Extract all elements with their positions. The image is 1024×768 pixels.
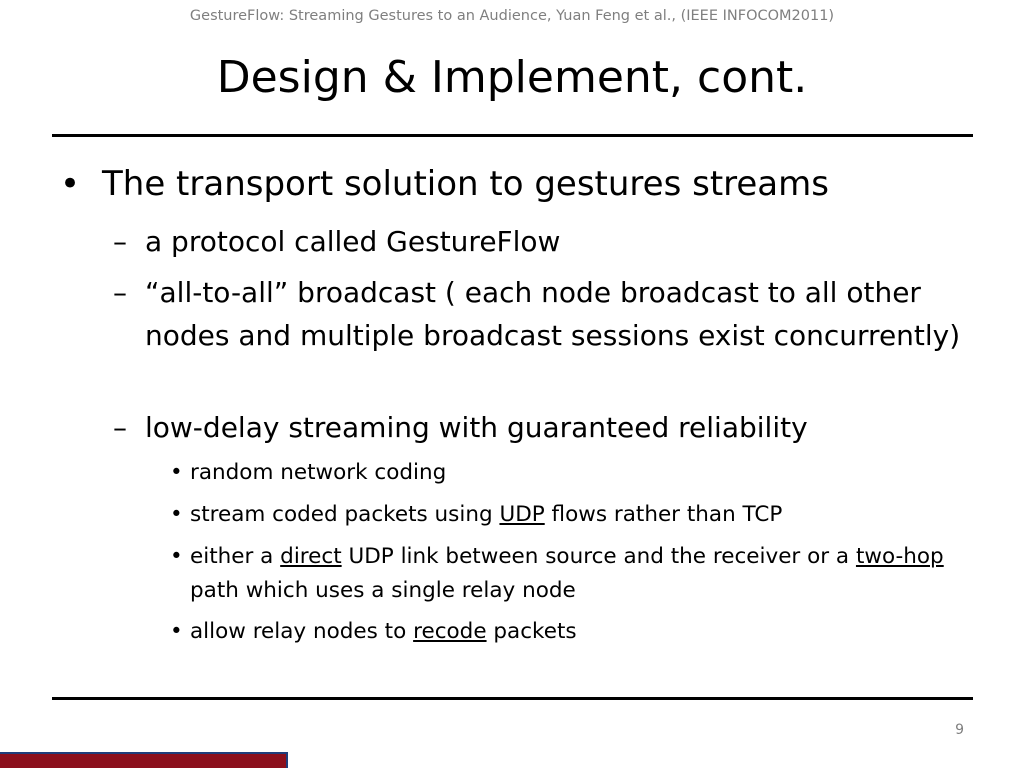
bullet-dot-icon: •	[170, 544, 183, 569]
sub-bullet-text: a protocol called GestureFlow	[145, 225, 561, 258]
recode-underlined-term: recode	[413, 619, 487, 644]
detail-text-segment: flows rather than TCP	[544, 502, 783, 527]
detail-text-segment: UDP link between source and the receiver or a	[341, 544, 856, 569]
bullet-dash-icon: –	[113, 411, 127, 444]
slide-title: Design & Implement, cont.	[216, 52, 808, 103]
detail-bullet-text	[190, 615, 970, 649]
bullet-dot-icon: •	[170, 502, 183, 527]
sub-bullet-3	[113, 406, 973, 449]
detail-text-segment: allow relay nodes to	[190, 619, 414, 644]
sub-bullet-text: low-delay streaming with guaranteed reliability	[145, 411, 808, 444]
bullet-dot-icon: •	[60, 164, 81, 204]
main-bullet-text: The transport solution to gestures streams	[102, 164, 829, 204]
sub-bullet-text: “all-to-all” broadcast ( each node broadcast to all other nodes and multiple broadcast sessions exist concurrently)	[145, 276, 961, 352]
detail-text-segment: either a	[190, 544, 281, 569]
top-divider	[52, 134, 973, 137]
bullet-dot-icon: •	[170, 619, 183, 644]
bullet-dash-icon: –	[113, 276, 127, 309]
header-citation: GestureFlow: Streaming Gestures to an Audience, Yuan Feng et al., (IEEE INFOCOM2011)	[189, 8, 835, 24]
footer-accent-bar	[0, 752, 288, 768]
detail-bullet-text	[190, 540, 970, 608]
page-number: 9	[955, 722, 964, 738]
bullet-dash-icon: –	[113, 225, 127, 258]
udp-underlined-term: UDP	[499, 502, 545, 527]
detail-bullet-text	[190, 498, 970, 532]
sub-bullet-2	[113, 271, 973, 357]
detail-bullet-4	[170, 615, 970, 649]
sub-bullet-1	[113, 220, 973, 263]
detail-bullet-3	[170, 540, 970, 608]
detail-text-segment: stream coded packets using	[190, 502, 500, 527]
detail-bullet-text: random network coding	[190, 460, 447, 485]
bullet-dot-icon: •	[170, 460, 183, 485]
detail-text-segment: packets	[486, 619, 577, 644]
detail-bullet-2	[170, 498, 970, 532]
direct-underlined-term: direct	[280, 544, 342, 569]
detail-bullet-1	[170, 456, 970, 490]
bottom-divider	[52, 697, 973, 700]
detail-text-segment: path which uses a single relay node	[190, 578, 576, 603]
two-hop-underlined-term: two-hop	[855, 544, 944, 569]
